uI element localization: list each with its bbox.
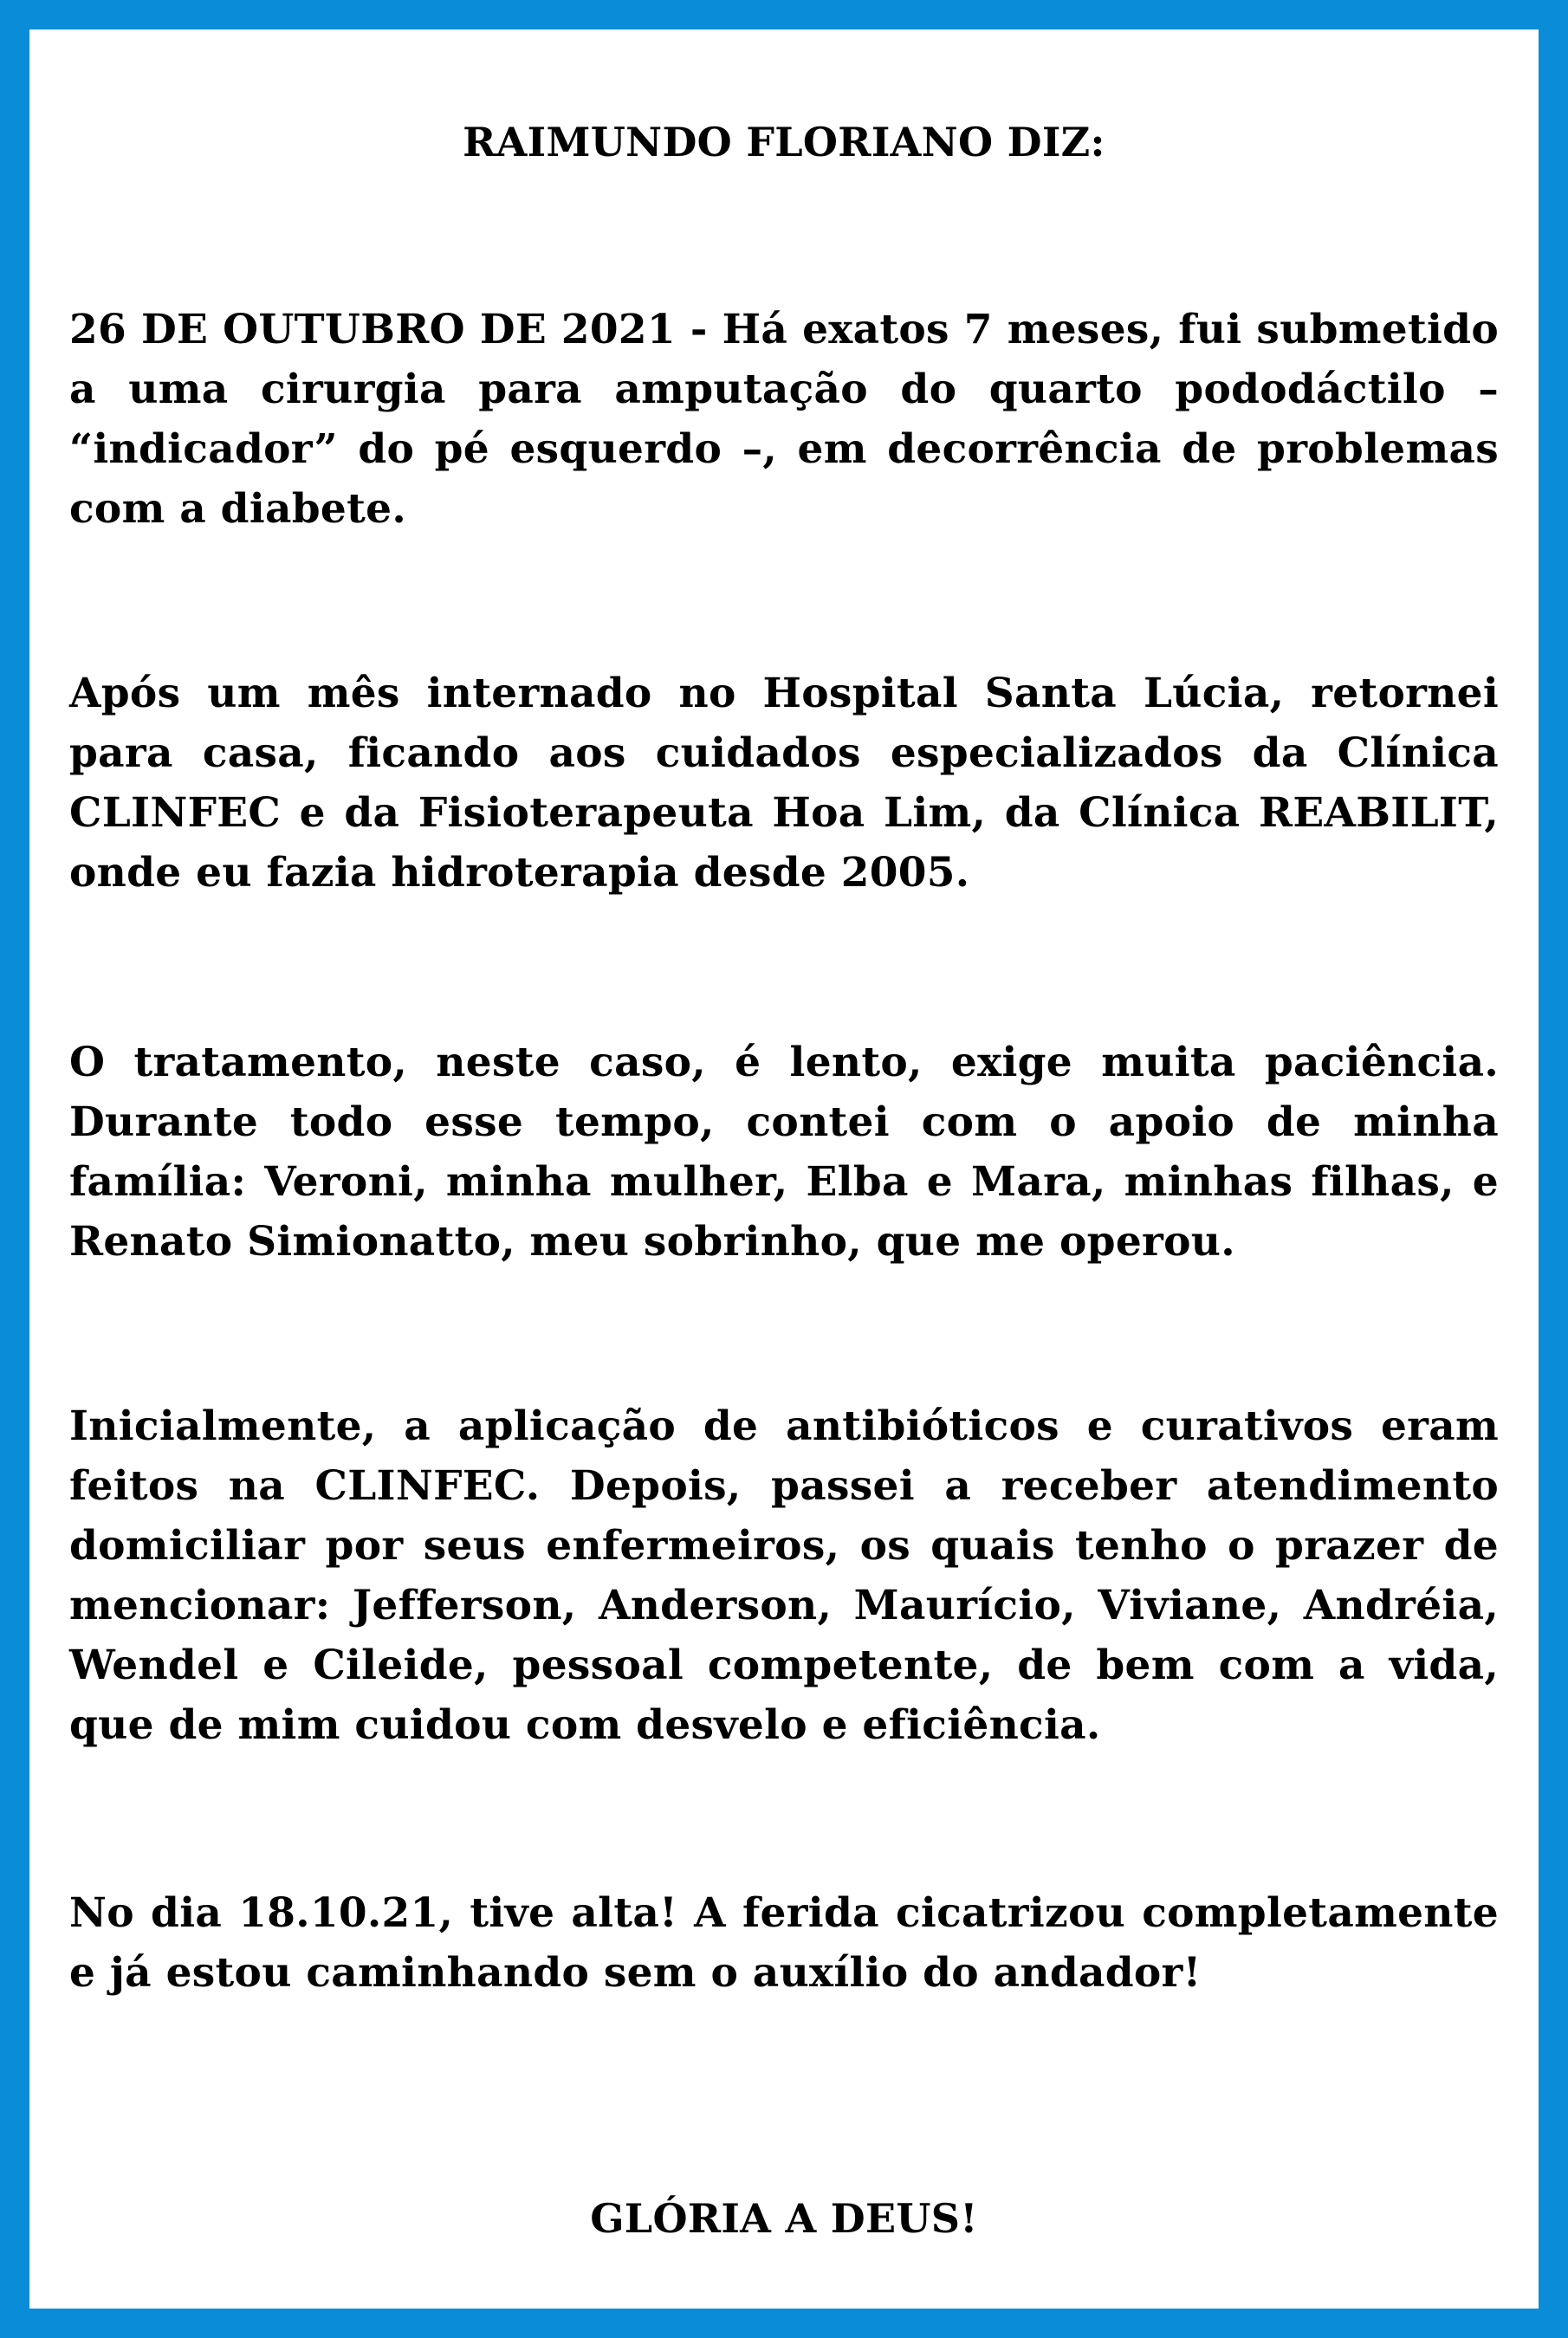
paragraph-family: O tratamento, neste caso, é lento, exige muita paciência. Durante todo esse tempo, contei com o apoio de minha família: Veroni, minha mulher, Elba e Mara, minhas filhas, e Renato Simionatto, meu sobrinho, que me operou. [69,1039,1499,1266]
paragraph-nurses: Inicialmente, a aplicação de antibióticos e curativos eram feitos na CLINFEC. Depois, passei a receber atendimento domiciliar por seus enfermeiros, os quais tenho o prazer de mencionar: Jefferson, Anderson, Maurício, Viviane, Andréia, Wendel e Cileide, pessoal competente, de bem com a vida, que de mim cuidou com desvelo e eficiência. [69,1402,1499,1749]
paragraph-discharge: No dia 18.10.21, tive alta! A ferida cicatrizou completamente e já estou caminhando sem o auxílio do andador! [69,1889,1499,1997]
document-title: RAIMUNDO FLORIANO DIZ: [463,119,1105,165]
document-body [69,29,1499,2309]
paragraph-surgery: 26 DE OUTUBRO DE 2021 - Há exatos 7 meses, fui submetido a uma cirurgia para amputação do quarto pododáctilo – “indicador” do pé esquerdo –, em decorrência de problemas com a diabete. [69,306,1499,533]
closing-line: GLÓRIA A DEUS! [590,2195,978,2242]
paragraph-hospital: Após um mês internado no Hospital Santa Lúcia, retornei para casa, ficando aos cuidados especializados da Clínica CLINFEC e da Fisioterapeuta Hoa Lim, da Clínica REABILIT, onde eu fazia hidroterapia desde 2005. [69,670,1499,897]
